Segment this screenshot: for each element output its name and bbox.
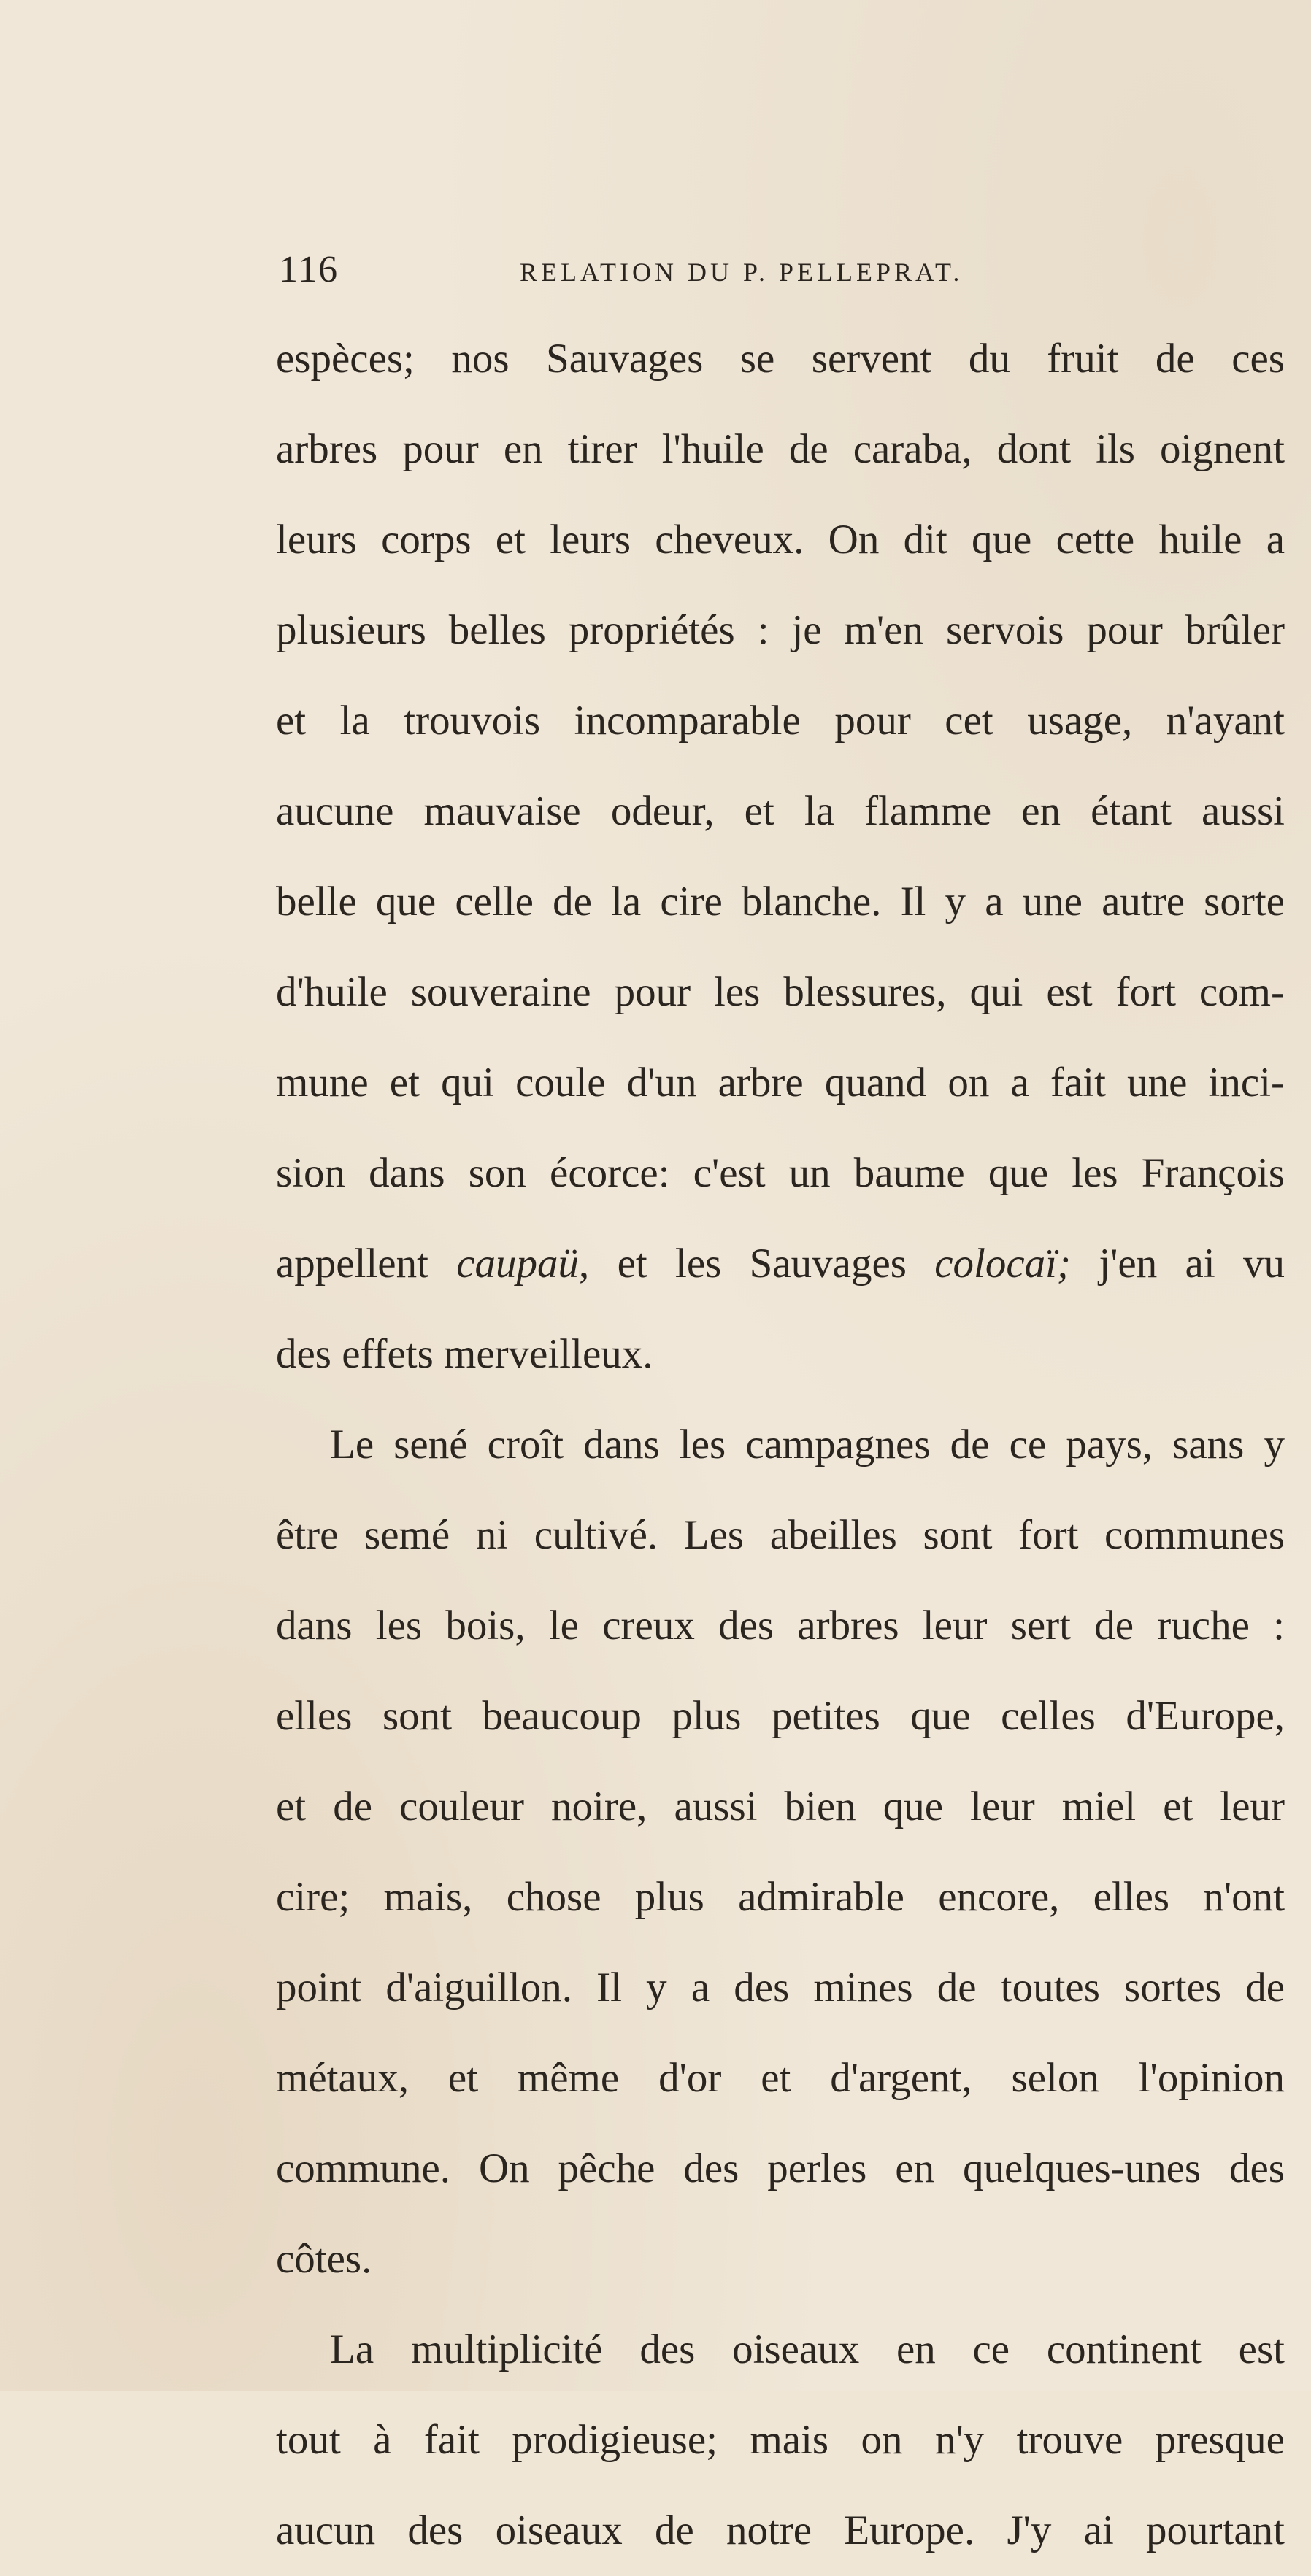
text-line: belle que celle de la cire blanche. Il y a une autre sorte	[276, 879, 1285, 925]
text-line: espèces; nos Sauvages se servent du fruit de ces	[276, 336, 1285, 382]
text-line: point d'aiguillon. Il y a des mines de toutes sortes de	[276, 1964, 1285, 2010]
text-line: tout à fait prodigieuse; mais on n'y trouve presque	[276, 2417, 1285, 2463]
text-line: plusieurs belles propriétés : je m'en servois pour brûler	[276, 607, 1285, 653]
paragraph	[276, 314, 1285, 1400]
text-line: des effets merveilleux.	[276, 1331, 653, 1377]
text-line: commune. On pêche des perles en quelques-unes des	[276, 2145, 1285, 2191]
paragraph	[276, 1400, 1285, 2305]
text-line: être semé ni cultivé. Les abeilles sont fort communes	[276, 1512, 1285, 1558]
page-number: 116	[279, 249, 339, 290]
running-head: RELATION DU P. PELLEPRAT.	[520, 258, 964, 287]
text-line: et de couleur noire, aussi bien que leur miel et leur	[276, 1783, 1285, 1829]
text-line: mune et qui coule d'un arbre quand on a fait une inci-	[276, 1060, 1285, 1106]
text-line: d'huile souveraine pour les blessures, qui est fort com-	[276, 969, 1285, 1015]
body-text	[276, 314, 1285, 2576]
text-line: Le sené croît dans les campagnes de ce pays, sans y	[330, 1422, 1285, 1468]
page-header	[279, 241, 1242, 306]
text-line: métaux, et même d'or et d'argent, selon l'opinion	[276, 2055, 1285, 2101]
text-line: aucune mauvaise odeur, et la flamme en étant aussi	[276, 788, 1285, 834]
italic-term: colocaï;	[934, 1241, 1072, 1287]
text-line: cire; mais, chose plus admirable encore, elles n'ont	[276, 1874, 1285, 1920]
text-line: leurs corps et leurs cheveux. On dit que cette huile a	[276, 517, 1285, 563]
text-line: La multiplicité des oiseaux en ce continent est	[330, 2326, 1285, 2372]
text-line: et la trouvois incomparable pour cet usage, n'ayant	[276, 698, 1285, 744]
text-line: elles sont beaucoup plus petites que celles d'Europe,	[276, 1693, 1285, 1739]
text-line: aucun des oiseaux de notre Europe. J'y ai pourtant	[276, 2507, 1285, 2553]
text-line: appellent caupaü, et les Sauvages colocaï; j'en ai vu	[276, 1241, 1285, 1287]
paragraph	[276, 2305, 1285, 2576]
text-line: sion dans son écorce: c'est un baume que les François	[276, 1150, 1285, 1196]
text-line: côtes.	[276, 2236, 372, 2282]
italic-term: caupaü	[456, 1241, 580, 1287]
text-line: arbres pour en tirer l'huile de caraba, dont ils oignent	[276, 426, 1285, 472]
text-line: dans les bois, le creux des arbres leur sert de ruche :	[276, 1603, 1285, 1648]
